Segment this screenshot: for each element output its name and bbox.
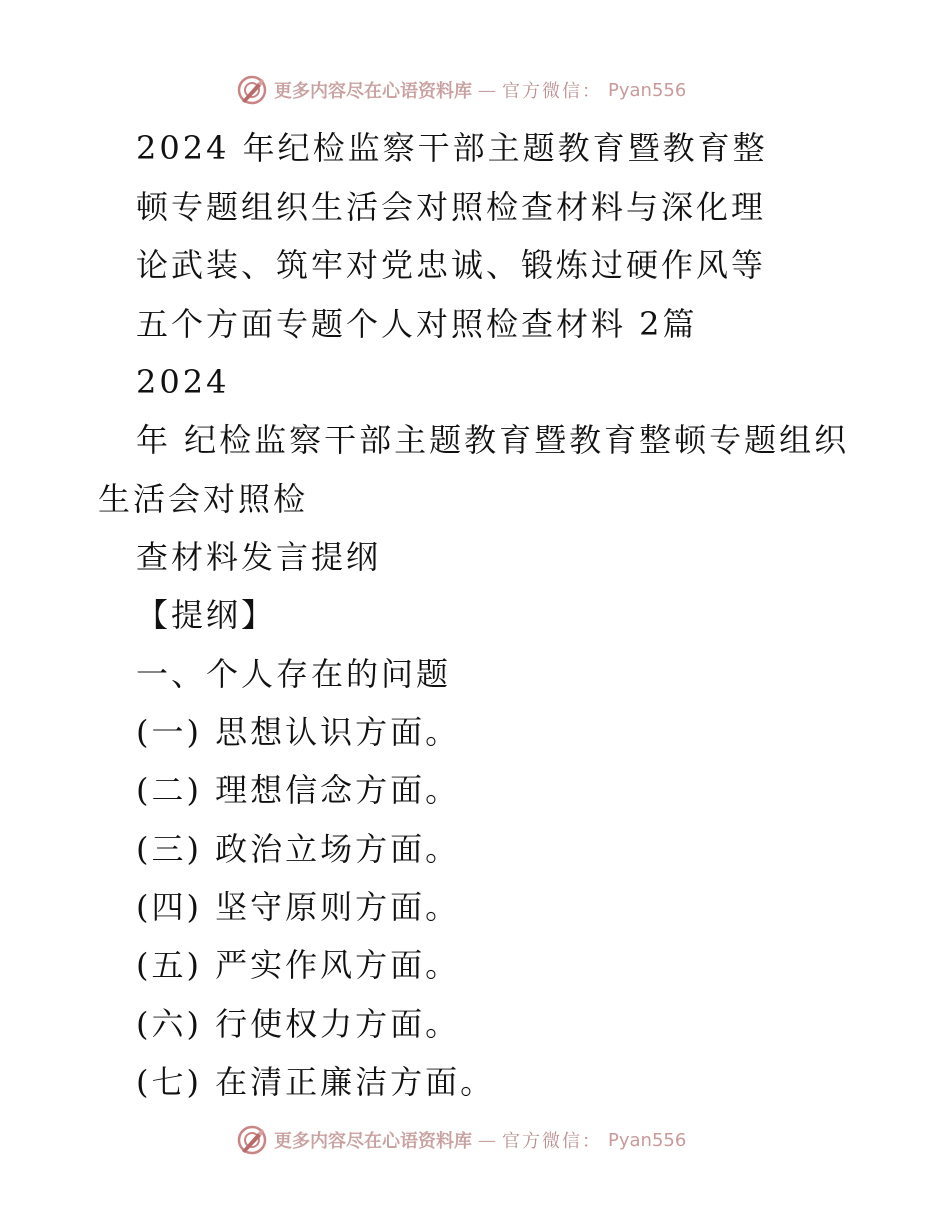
list-item: (七) 在清正廉洁方面。 xyxy=(136,1063,496,1101)
watermark-wechat-label: 官方微信： xyxy=(502,81,602,102)
watermark-wechat-id: Pyan556 xyxy=(608,79,687,101)
outline-heading: 【提纲】 xyxy=(136,596,277,634)
list-item: (三) 政治立场方面。 xyxy=(136,830,461,868)
watermark-dash: — xyxy=(478,1129,496,1151)
seal-pen-icon xyxy=(236,74,268,106)
list-item: (二) 理想信念方面。 xyxy=(136,771,461,809)
watermark-dash: — xyxy=(478,79,496,101)
list-item: (五) 严实作风方面。 xyxy=(136,946,461,984)
watermark-site-text: 更多内容尽在心语资料库 xyxy=(274,1131,472,1152)
list-item: (一) 思想认识方面。 xyxy=(136,713,461,751)
title-line-2: 顿专题组织生活会对照检查材料与深化理 xyxy=(136,188,767,226)
watermark-site-text: 更多内容尽在心语资料库 xyxy=(274,81,472,102)
watermark-wechat-label: 官方微信： xyxy=(502,1131,602,1152)
watermark-wechat-id: Pyan556 xyxy=(608,1129,687,1151)
list-item: (六) 行使权力方面。 xyxy=(136,1005,461,1043)
title-line-3: 论武装、筑牢对党忠诚、锻炼过硬作风等 xyxy=(136,246,767,284)
year-line: 2024 xyxy=(136,363,230,401)
subtitle-line-2: 生活会对照检 xyxy=(98,480,309,518)
header-watermark xyxy=(236,72,686,108)
footer-watermark xyxy=(236,1122,686,1158)
title-line-4: 五个方面专题个人对照检查材料 2篇 xyxy=(136,305,698,343)
list-item: (四) 坚守原则方面。 xyxy=(136,888,461,926)
section-heading: 一、个人存在的问题 xyxy=(136,655,452,693)
subtitle-line-3: 查材料发言提纲 xyxy=(136,538,382,576)
title-line-1: 2024 年纪检监察干部主题教育暨教育整 xyxy=(136,129,768,167)
subtitle-line-1: 年 纪检监察干部主题教育暨教育整顿专题组织 xyxy=(136,421,850,459)
seal-pen-icon xyxy=(236,1124,268,1156)
